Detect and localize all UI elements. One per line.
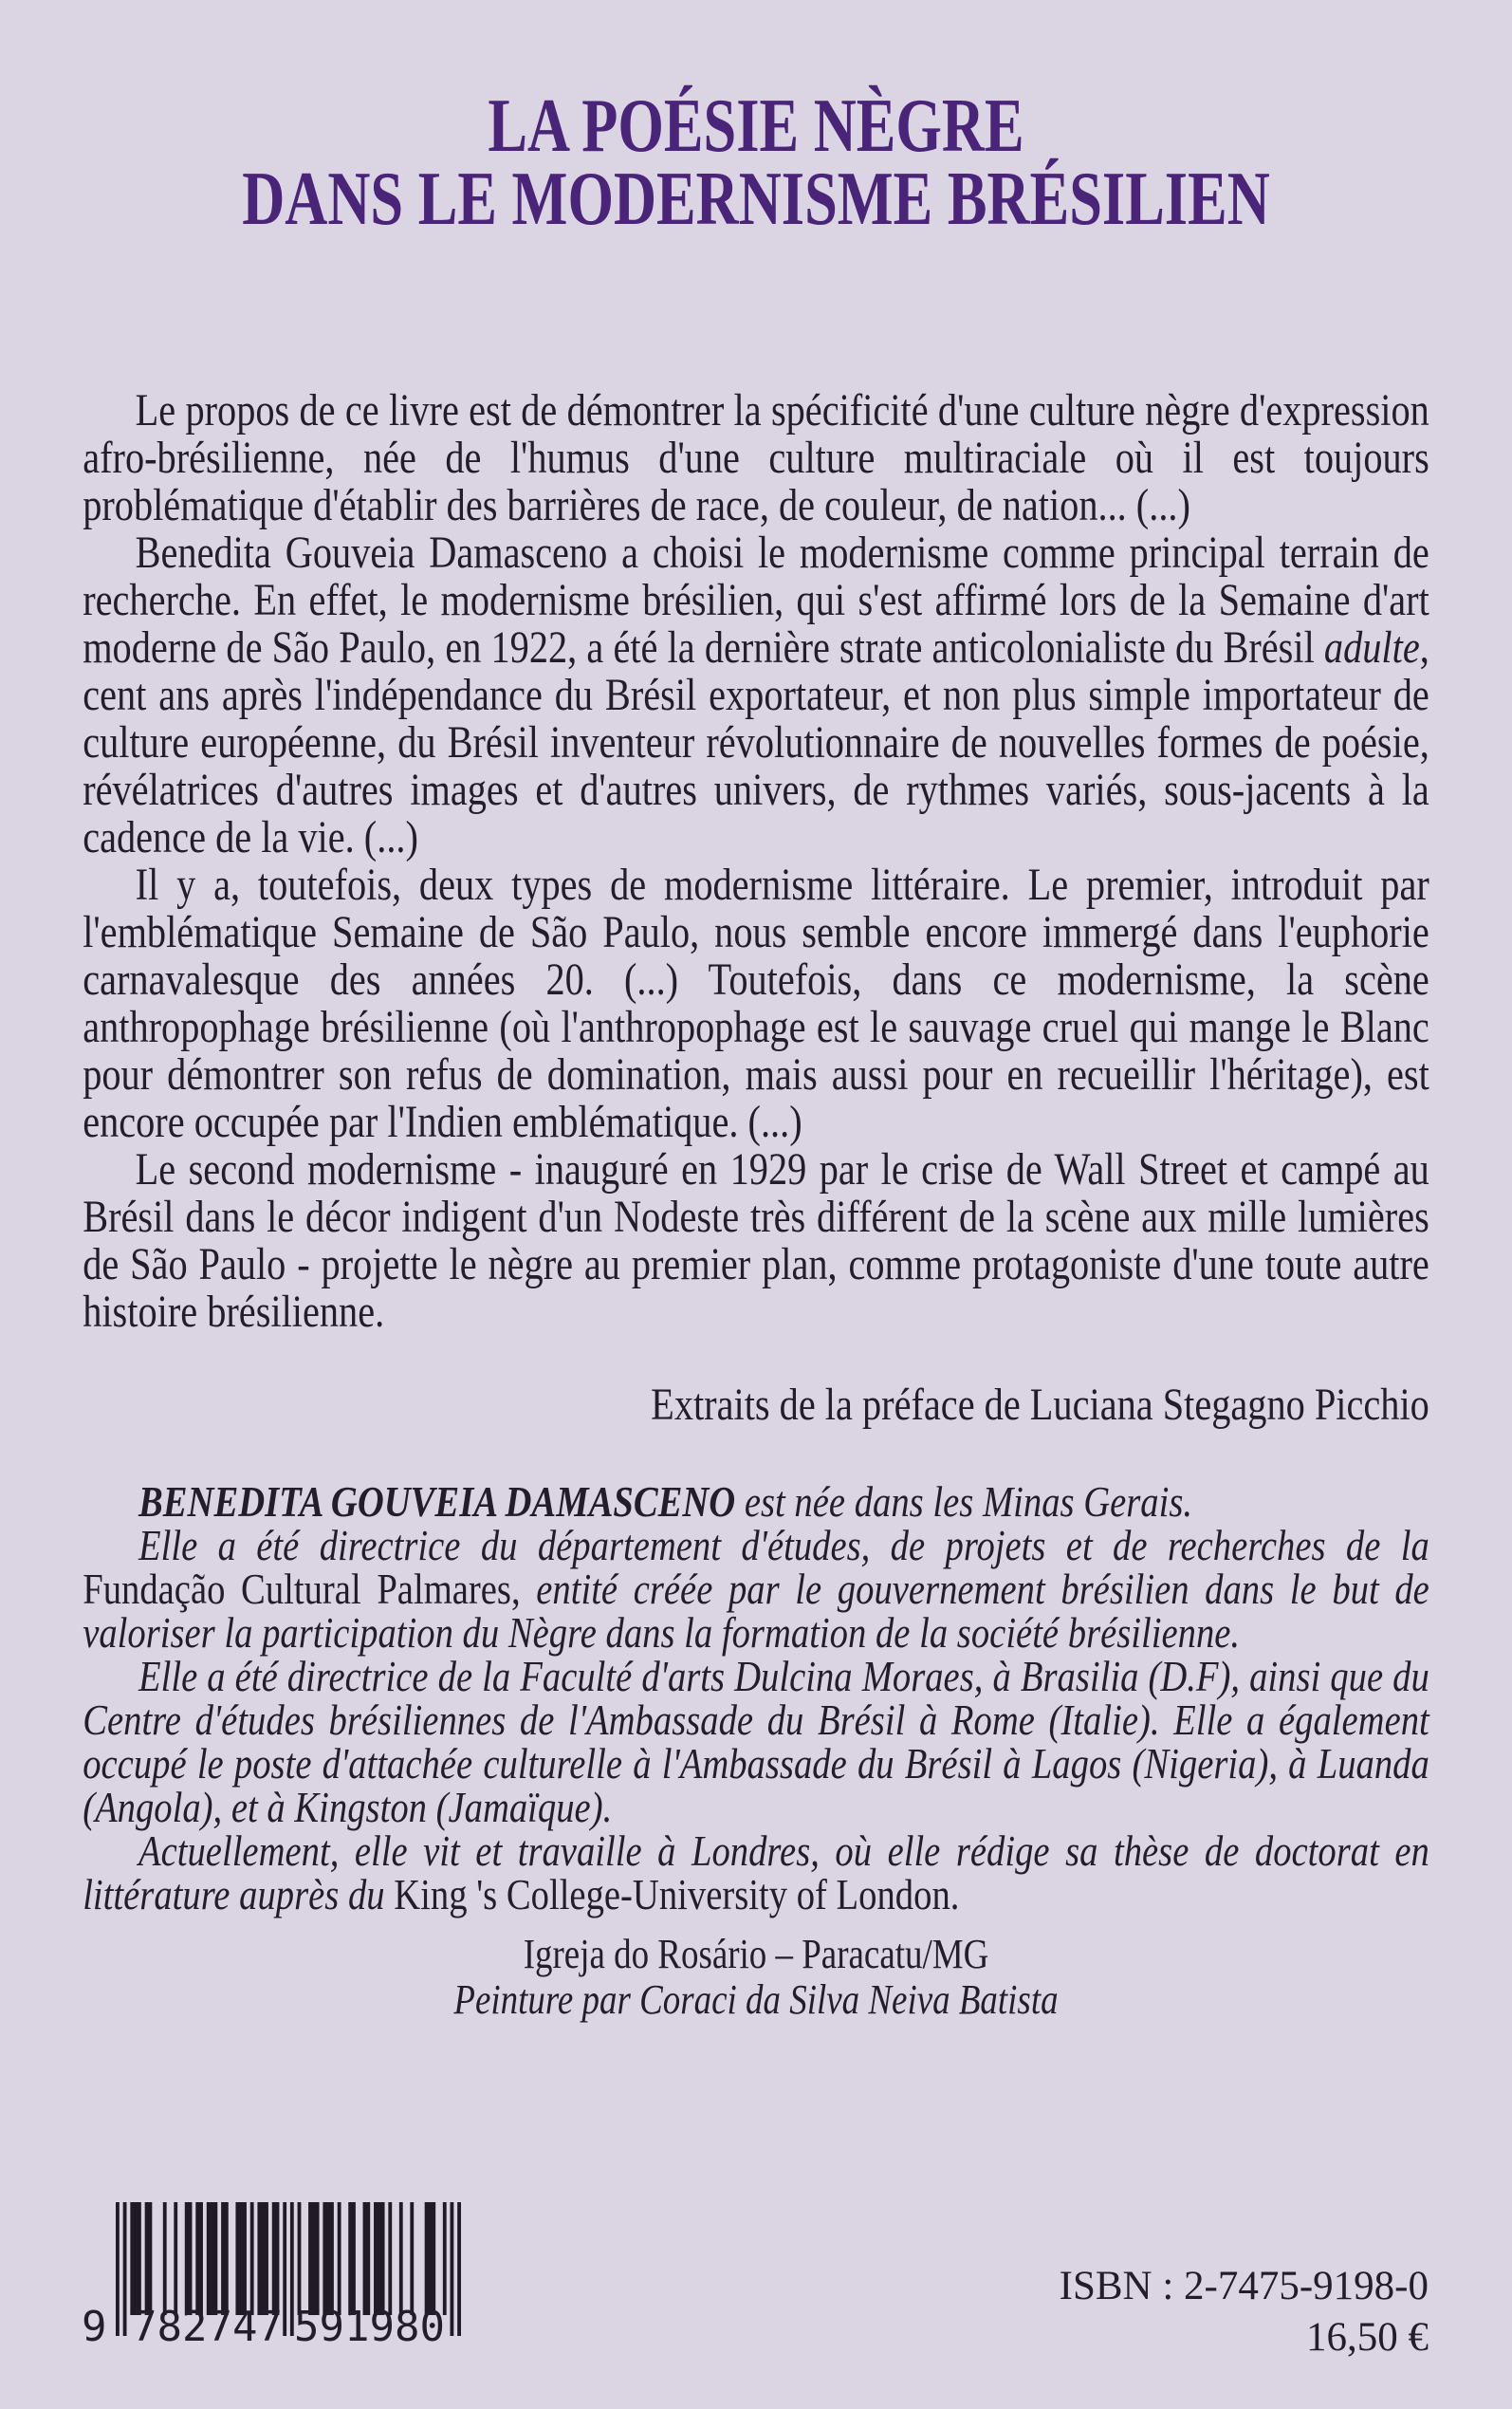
synopsis-paragraph-4-text: Le second modernisme - inauguré en 1929 par le crise de Wall Street et campé au Brésil dans le décor indigent d'un Nodeste très différent de la scène aux mille lumières de São Paulo - projette le nègre au premier plan, comme protagoniste d'une toute autre histoire brésilienne. <box>83 1144 1429 1337</box>
price: 16,50 € <box>1306 2315 1429 2360</box>
synopsis-paragraph-4 <box>83 1146 1429 1336</box>
synopsis-paragraph-2 <box>83 529 1429 862</box>
synopsis-paragraph-1 <box>83 387 1429 529</box>
bio-college-name: King 's College-University of London. <box>394 1870 960 1918</box>
synopsis-paragraph-3 <box>83 862 1429 1146</box>
bio-paragraph-4-text: Actuellement, elle vit et travaille à Londres, où elle rédige sa thèse de doctorat en littérature auprès du <box>83 1826 1429 1918</box>
bio-paragraph-1-text: est née dans les Minas Gerais. <box>735 1477 1193 1526</box>
synopsis-paragraph-2-italic-word: adulte <box>1323 622 1420 673</box>
cover-image-captions <box>83 1932 1429 2023</box>
bio-paragraph-1 <box>83 1477 1429 1526</box>
caption-credit: Peinture par Coraci da Silva Neiva Batista <box>453 1976 1059 2023</box>
bio-foundation-name: Fundação Cultural Palmares, <box>83 1565 521 1613</box>
book-title-line-1: LA POÉSIE NÈGRE <box>488 84 1024 168</box>
bio-paragraph-4 <box>83 1826 1429 1918</box>
synopsis-paragraph-1-text: Le propos de ce livre est de démontrer la spécificité d'une culture nègre d'expression afro-brésilienne, née de l'humus d'une culture multiraciale où il est toujours problématique d'établir des barrières de race, de couleur, de nation... (...) <box>83 385 1429 530</box>
author-bio <box>83 1477 1429 1918</box>
preface-attribution: Extraits de la préface de Luciana Stegagno Picchio <box>651 1380 1429 1430</box>
synopsis-paragraph-2-text: Benedita Gouveia Damasceno a choisi le modernisme comme principal terrain de recherche. En effet, le modernisme brésilien, qui s'est affirmé lors de la Semaine d'art moderne de São Paulo, en 1922, a été la dernière strate anticolonialiste du Brésil <box>83 528 1429 673</box>
synopsis-paragraph-2-text-end: , cent ans après l'indépendance du Brésil exportateur, et non plus simple importateur de culture européenne, du Brésil inventeur révolutionnaire de nouvelles formes de poésie, révélatrices d'autres images et d'autres univers, de rythmes variés, sous-jacents à la cadence de la vie. (...) <box>83 622 1429 862</box>
book-title-line-2: DANS LE MODERNISME BRÉSILIEN <box>242 158 1270 241</box>
barcode-digit-first: 9 <box>82 2303 107 2351</box>
bio-paragraph-2-text: Elle a été directrice du département d'études, de projets et de recherches de la <box>138 1521 1429 1569</box>
bio-paragraph-2 <box>83 1521 1429 1657</box>
barcode-digits-right: 591980 <box>294 2303 445 2351</box>
bio-paragraph-2-text-end: entité créée par le gouvernement brésilien dans le but de valoriser la participation du Nègre dans la formation de la société brésilienne. <box>83 1565 1429 1657</box>
isbn-number: ISBN : 2-7475-9198-0 <box>1059 2264 1429 2308</box>
caption-location: Igreja do Rosário – Paracatu/MG <box>523 1931 989 1977</box>
bio-paragraph-3-text: Elle a été directrice de la Faculté d'arts Dulcina Moraes, à Brasilia (D.F), ainsi que du Centre d'études brésiliennes de l'Ambassade du Brésil à Rome (Italie). Elle a également occupé le poste d'attachée culturelle à l'Ambassade du Brésil à Lagos (Nigeria), à Luanda (Angola), et à Kingston (Jamaïque). <box>83 1652 1429 1831</box>
barcode <box>82 2202 489 2359</box>
bio-paragraph-3 <box>83 1652 1429 1831</box>
text-block <box>83 387 1429 2023</box>
barcode-digits-left: 782747 <box>132 2303 283 2351</box>
synopsis <box>83 387 1429 1336</box>
author-name: BENEDITA GOUVEIA DAMASCENO <box>138 1477 736 1526</box>
book-title <box>166 84 1345 241</box>
synopsis-paragraph-3-text: Il y a, toutefois, deux types de modernisme littéraire. Le premier, introduit par l'emblématique Semaine de São Paulo, nous semble encore immergé dans l'euphorie carnavalesque des années 20. (...) Toutefois, dans ce modernisme, la scène anthropophage brésilienne (où l'anthropophage est le sauvage cruel qui mange le Blanc pour démontrer son refus de domination, mais aussi pour en recueillir l'héritage), est encore occupée par l'Indien emblématique. (...) <box>83 860 1429 1147</box>
